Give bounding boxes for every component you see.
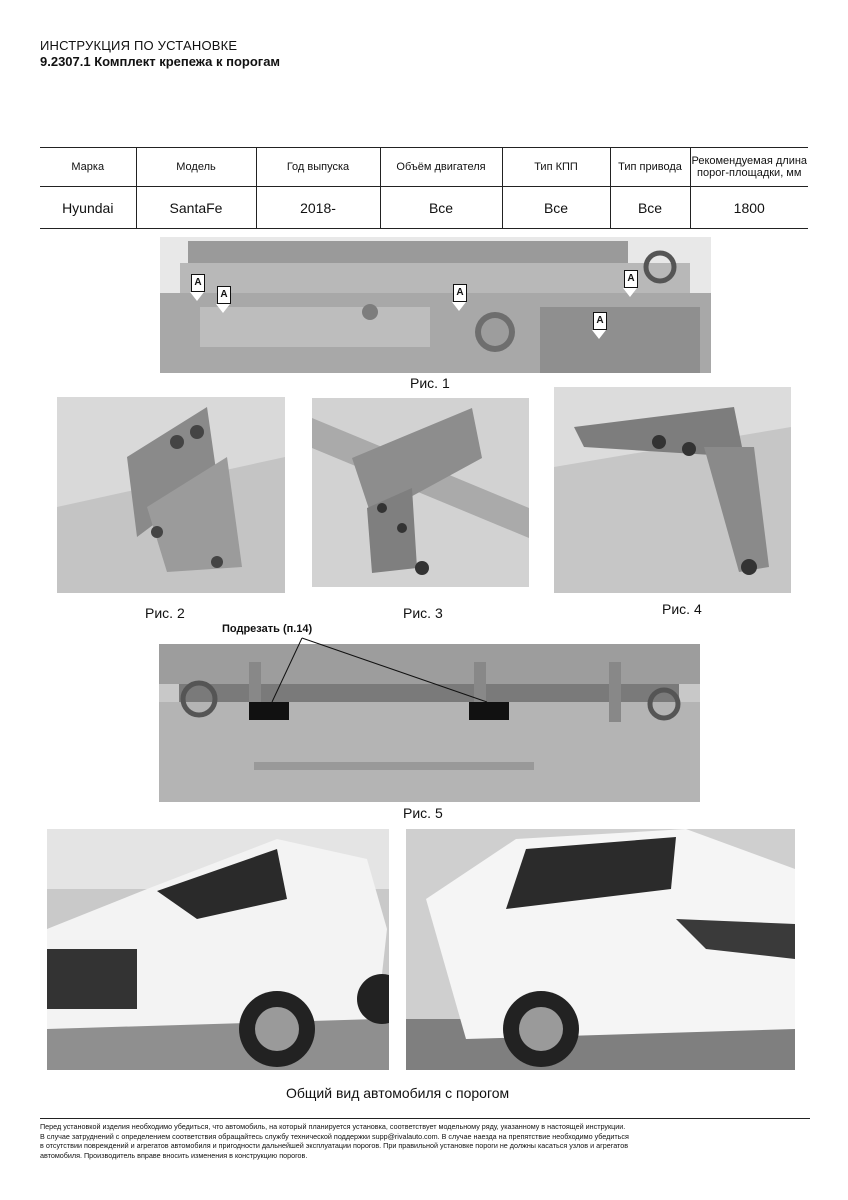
value-model: SantaFe [136,187,256,229]
disclaimer-line-1: Перед установкой изделия необходимо убедиться, что автомобиль, на который планируется установка, соответствует модельному ряду, указанному в настоящей инструкции. [40,1122,626,1131]
spec-table [40,147,808,229]
figure-1-caption: Рис. 1 [410,375,450,391]
header-gearbox: Тип КПП [502,148,610,187]
cut-note-label: Подрезать (п.14) [222,623,313,635]
marker-a-4: A [624,270,638,300]
value-engine: Все [380,187,502,229]
car-photo-front [47,829,389,1070]
marker-a-3: A [453,284,467,314]
figure-2-image [57,397,285,593]
header-brand: Марка [40,148,136,187]
value-length: 1800 [690,187,808,229]
cut-note-pointers [222,630,522,710]
figure-3-image [312,398,529,587]
table-header-row [40,148,808,187]
figure-5-caption: Рис. 5 [403,805,443,821]
figure-3-caption: Рис. 3 [403,605,443,621]
figure-2-caption: Рис. 2 [145,605,185,621]
kit-title: 9.2307.1 Комплект крепежа к порогам [40,54,281,69]
marker-a-2: A [217,286,231,316]
table-row [40,187,808,229]
header-model: Модель [136,148,256,187]
header-drive: Тип привода [610,148,690,187]
figure-1-image [160,237,711,373]
disclaimer-line-2: В случае затруднений с определением соответствия обращайтесь службу технической поддержки supp@rivalauto.com. В случае наезда на препятствие необходимо убедиться [40,1131,629,1141]
value-gearbox: Все [502,187,610,229]
disclaimer [40,1118,810,1160]
header-length: Рекомендуемая длина порог-площадки, мм [690,148,808,187]
car-photo-rear [406,829,795,1070]
instruction-title: ИНСТРУКЦИЯ ПО УСТАНОВКЕ [40,38,238,53]
value-drive: Все [610,187,690,229]
header-year: Год выпуска [256,148,380,187]
disclaimer-line-4: автомобиля. Производитель вправе вносить изменения в конструкцию порогов. [40,1150,308,1160]
photos-caption: Общий вид автомобиля с порогом [286,1085,510,1101]
value-year: 2018- [256,187,380,229]
figure-4-caption: Рис. 4 [662,601,702,617]
disclaimer-line-3: в отсутствии повреждений и агрегатов автомобиля и пригодности дальнейшей эксплуатации порогов. При правильной установке пороги не должны касаться узлов и агрегатов [40,1141,629,1150]
marker-a-5: A [593,312,607,342]
marker-a-1: A [191,274,205,304]
value-brand: Hyundai [40,187,136,229]
figure-4-image [554,387,791,593]
header-engine: Объём двигателя [380,148,502,187]
